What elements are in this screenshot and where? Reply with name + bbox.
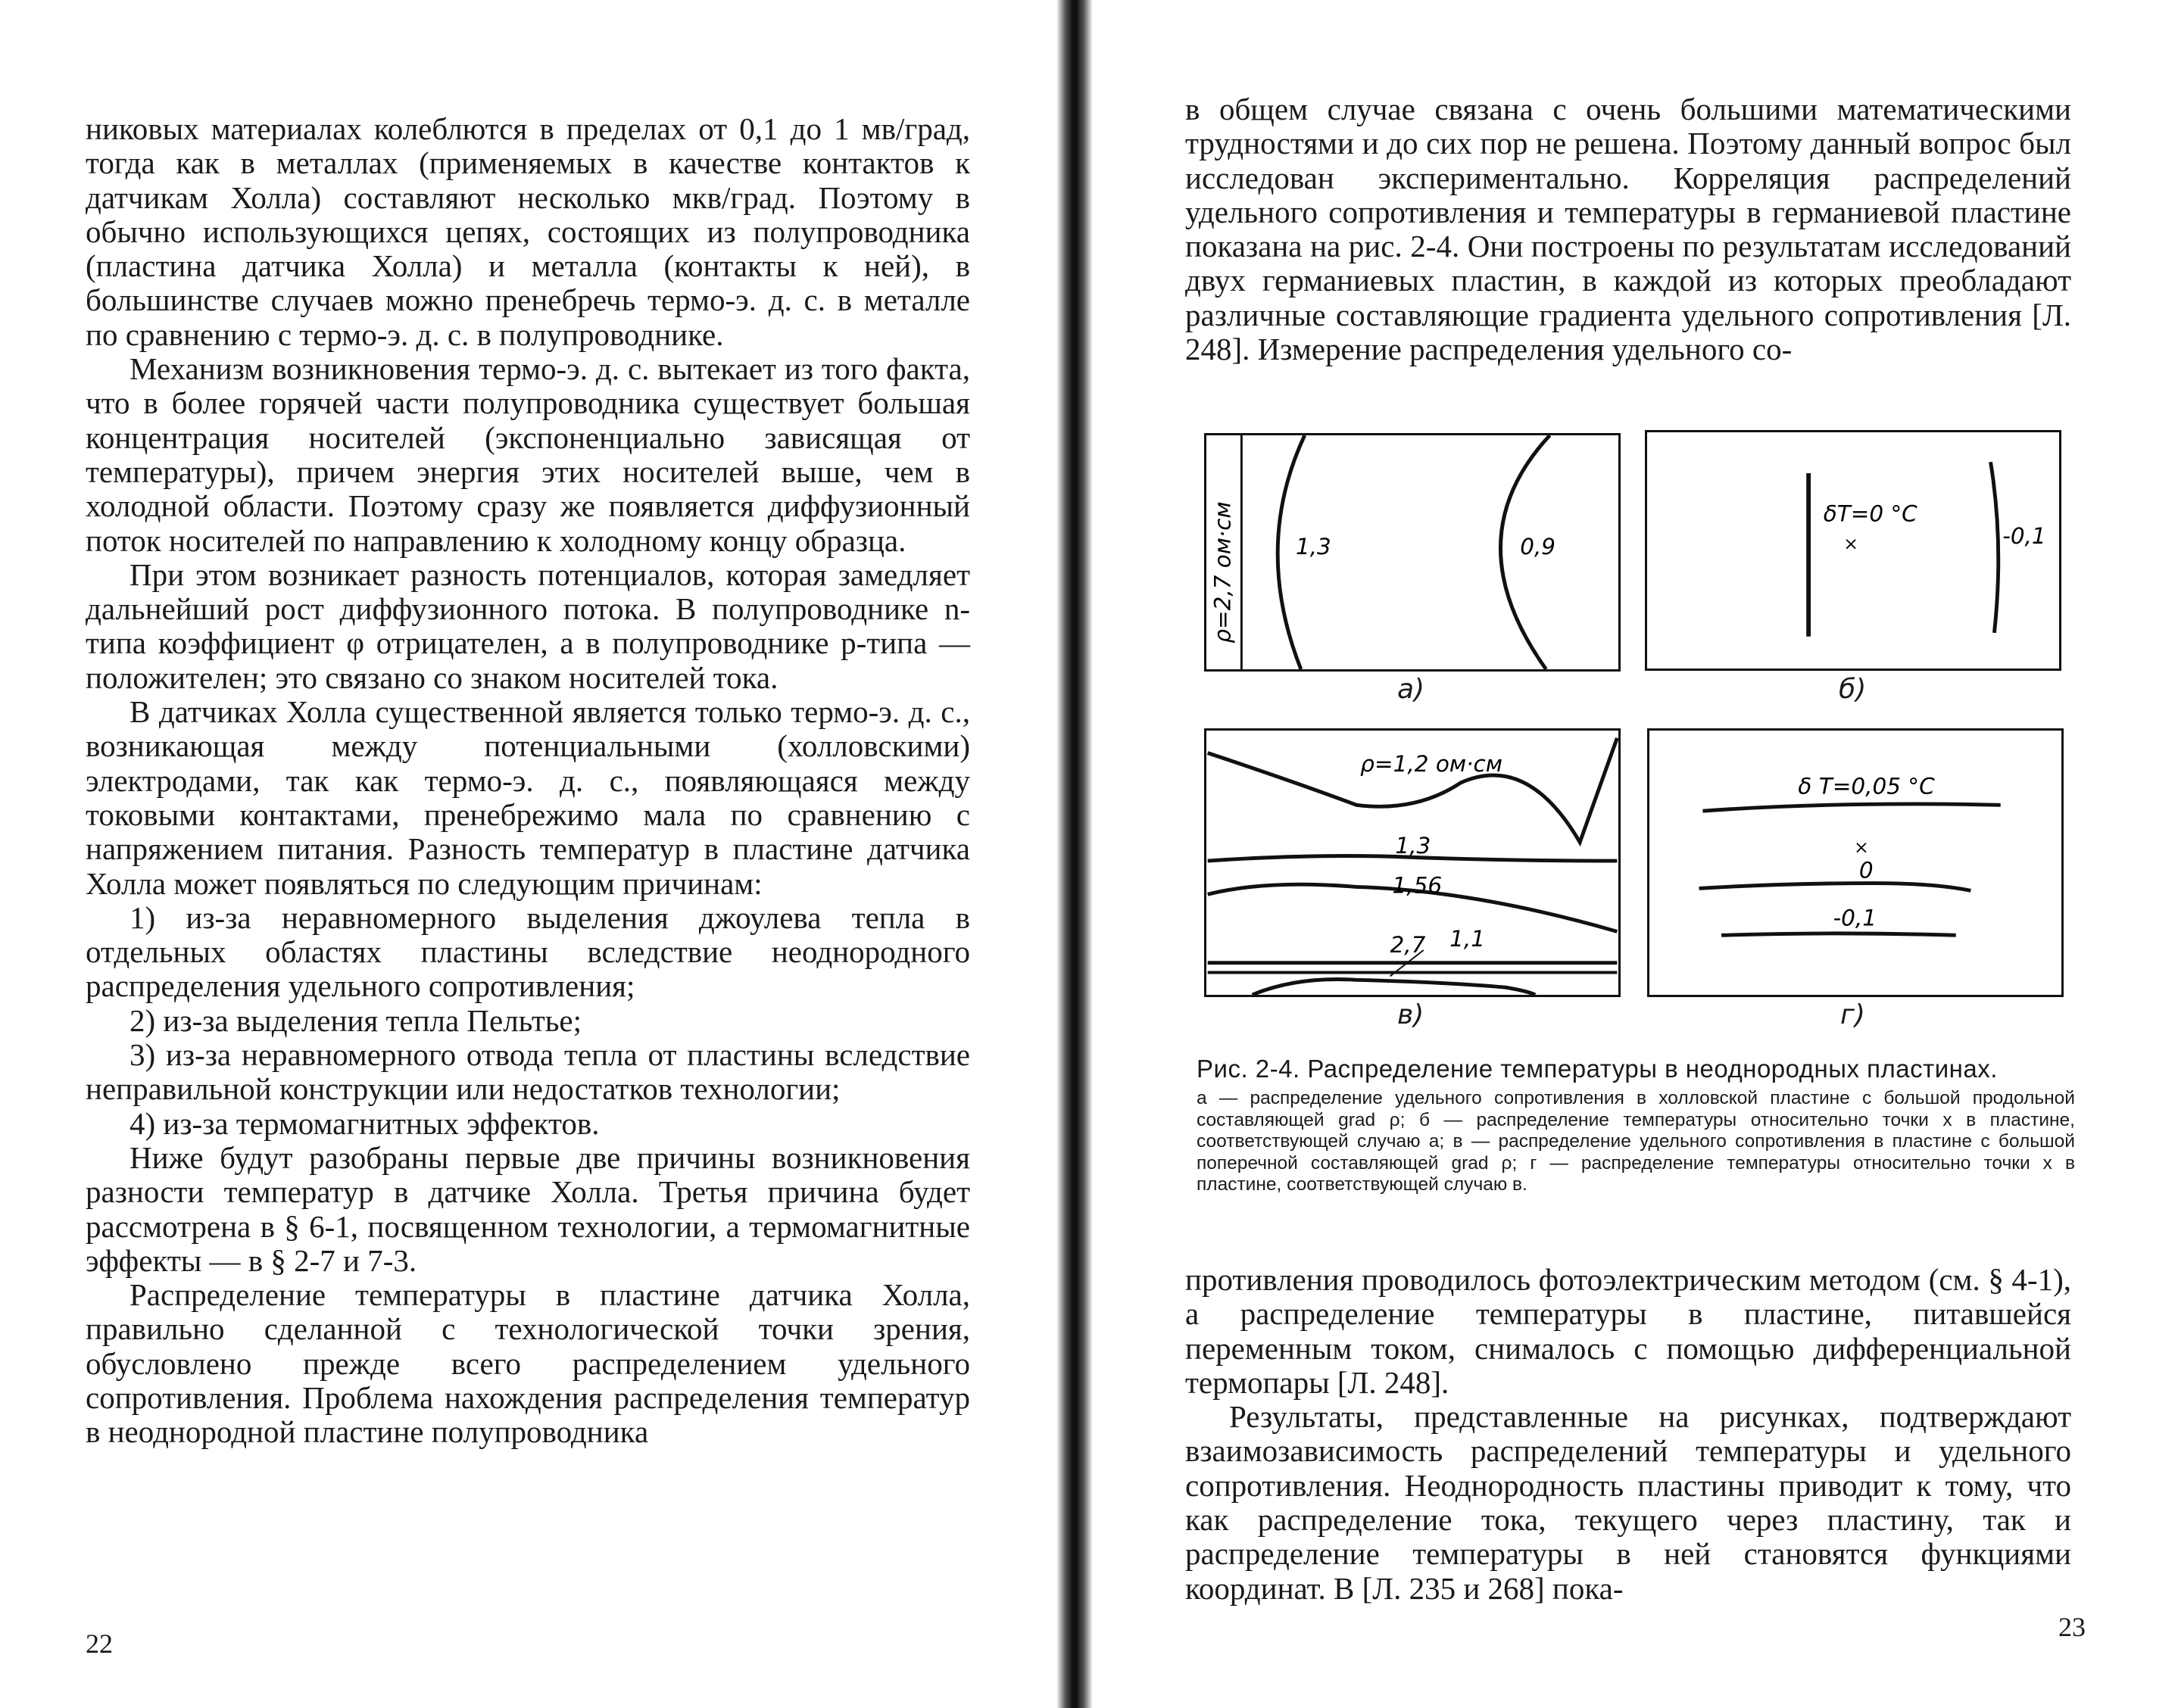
left-page-text	[86, 112, 970, 1450]
figure-panel-d	[1647, 728, 2064, 997]
panel-a-drawing	[1206, 435, 1618, 669]
panel-c-label-2: 1,56	[1392, 872, 1443, 899]
figure-panel-c	[1204, 728, 1621, 997]
panel-c-label-3: 2,7	[1390, 931, 1426, 958]
panel-d-drawing	[1649, 731, 2061, 995]
figure-caption-title: Рис. 2-4. Распределение температуры в неоднородных пластинах.	[1197, 1055, 1998, 1083]
panel-a-axis-label: ρ=2,7 ом·см	[1209, 501, 1236, 644]
page-number-right: 23	[2058, 1612, 2086, 1642]
figure-panel-b	[1645, 430, 2061, 671]
panel-c-label-4: 1,1	[1449, 926, 1486, 952]
left-page	[0, 0, 1075, 1708]
paragraph: в общем случае связана с очень большими математическими трудностями и до сих пор не решена. Поэтому данный вопрос был исследован экспериментально. Корреляция распределений удельного сопротивления и температуры в германиевой пластине показана на рис. 2-4. Они построены по результатам исследований двух германиевых пластин, в каждой из которых преобладают различные составляющие градиента удельного сопротивления [Л. 248]. Измерение распределения удельного со-	[1185, 92, 2071, 367]
paragraph: Ниже будут разобраны первые две причины возникновения разности температур в датчике Холла. Третья причина будет рассмотрена в § 6-1, посвященном технологии, а термомагнитные эффекты — в § 2-7 и 7-3.	[86, 1139, 970, 1278]
panel-d-marker: ×	[1854, 837, 1869, 859]
book-gutter	[1056, 0, 1093, 1708]
panel-d-bottom-label: -0,1	[1833, 905, 1877, 931]
paragraph: никовых материалах колеблются в пределах от 0,1 до 1 мв/град, тогда как в металлах (применяемых в качестве контактов к датчикам Холла) составляют несколько мкв/град. Поэтому в обычно использующихся цепях, состоящих из полупроводника (пластина датчика Холла) и металла (контакты к ней), в большинстве случаев можно пренебречь термо-э. д. с. в металле по сравнению с термо-э. д. с. в полупроводнике.	[86, 111, 970, 352]
panel-d-letter: г)	[1840, 999, 1865, 1030]
paragraph: Результаты, представленные на рисунках, подтверждают взаимозависимость распределений температуры и удельного сопротивления. Неоднородность пластины приводит к тому, что как распределение тока, текущего через пластину, так и распределение температуры в ней становятся функциями координат. В [Л. 235 и 268] пока-	[1185, 1399, 2071, 1606]
figure-caption-body: а — распределение удельного сопротивления в холловской пластине с большой продольной составляющей grad ρ; б — распределение температуры относительно точки x в пластине, соответствующей случаю а; в — распределение удельного сопротивления в пластине с большой поперечной составляющей grad ρ; г — распределение температуры относительно точки x в пластине, соответствующей случаю в.	[1197, 1088, 2075, 1195]
paragraph: противления проводилось фотоэлектрическим методом (см. § 4-1), а распределение температуры в пластине, питавшейся переменным током, снималось с помощью дифференциальной термопары [Л. 248].	[1185, 1262, 2071, 1400]
right-page-bottom-text	[1185, 1263, 2071, 1606]
paragraph: При этом возникает разность потенциалов, которая замедляет дальнейший рост диффузионного потока. В полупроводнике n-типа коэффициент φ отрицателен, а в полупроводнике p-типа — положителен; это связано со знаком носителей тока.	[86, 556, 970, 695]
panel-d-zero-label: 0	[1858, 857, 1874, 884]
right-page-top-text	[1185, 92, 2071, 366]
panel-c-letter: в)	[1397, 999, 1424, 1030]
list-item: 3) из-за неравномерного отвода тепла от пластины вследствие неправильной конструкции или недостатков технологии;	[86, 1037, 970, 1107]
panel-a-label-right: 0,9	[1520, 533, 1556, 559]
panel-d-top-label: δ T=0,05 °C	[1798, 773, 1935, 799]
panel-b-marker: ×	[1843, 533, 1858, 555]
list-item: 1) из-за неравномерного выделения джоулева тепла в отдельных областях пластины вследствие неоднородного распределения удельного сопротивления;	[86, 899, 970, 1004]
paragraph: Распределение температуры в пластине датчика Холла, правильно сделанной с технологической точки зрения, обусловлено прежде всего распределением удельного сопротивления. Проблема нахождения распределения температур в неоднородной пластине полупроводника	[86, 1277, 970, 1450]
list-item: 4) из-за термомагнитных эффектов.	[129, 1105, 600, 1141]
panel-b-drawing	[1647, 432, 2059, 669]
figure-panel-a	[1204, 433, 1621, 672]
panel-c-label-1: 1,3	[1395, 833, 1431, 859]
paragraph: В датчиках Холла существенной является только термо-э. д. с., возникающая между потенциальными (холловскими) электродами, так как термо-э. д. с., появляющаяся между токовыми контактами, пренебрежимо мала по сравнению с напряжением питания. Разность температур в пластине датчика Холла может появляться по следующим причинам:	[86, 694, 970, 901]
panel-b-right-label: -0,1	[2002, 523, 2046, 550]
panel-a-label-left: 1,3	[1295, 533, 1331, 559]
page-number-left: 22	[86, 1629, 113, 1659]
panel-b-letter: б)	[1839, 674, 1867, 705]
panel-c-top-label: ρ=1,2 ом·см	[1360, 751, 1502, 778]
list-item: 2) из-за выделения тепла Пельтье;	[129, 1002, 582, 1038]
panel-a-letter: а)	[1397, 674, 1425, 705]
panel-c-drawing	[1206, 731, 1618, 995]
paragraph: Механизм возникновения термо-э. д. с. вытекает из того факта, что в более горячей части полупроводника существует большая концентрация носителей (экспоненциально зависящая от температуры), причем энергия этих носителей выше, чем в холодной области. Поэтому сразу же появляется диффузионный поток носителей по направлению к холодному концу образца.	[86, 351, 970, 558]
panel-b-center-label: δT=0 °C	[1823, 500, 1917, 527]
